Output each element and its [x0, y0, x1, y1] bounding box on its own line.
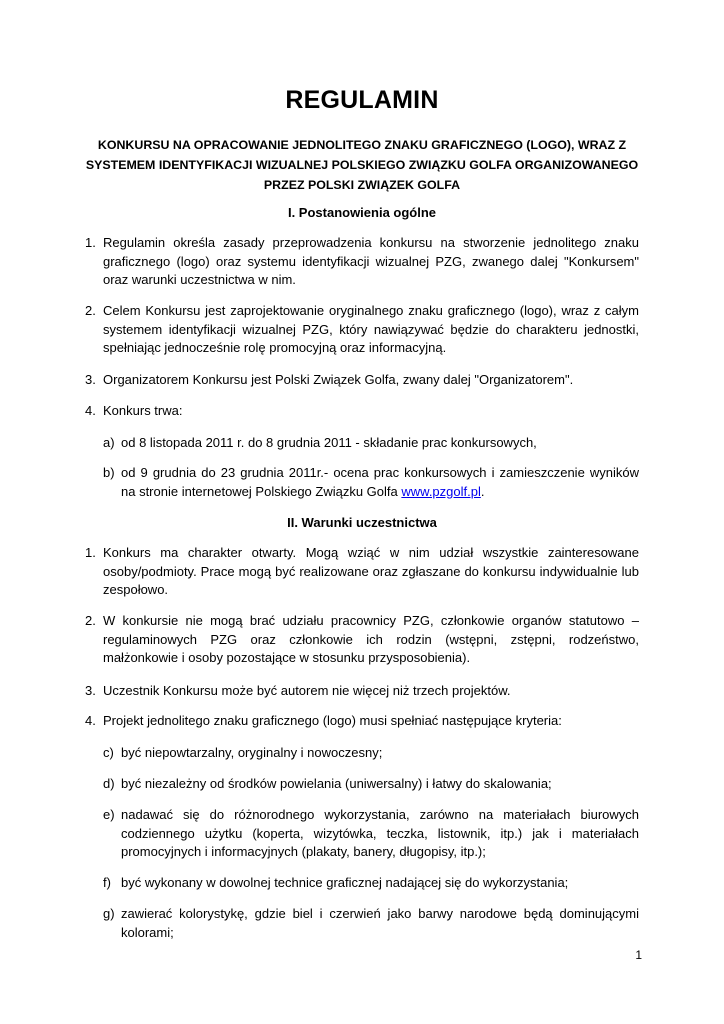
- list-text: W konkursie nie mogą brać udziału pracownicy PZG, członkowie organów statutowo – regulaminowych PZG oraz członkowie ich rodzin (wstępni, zstępni, rodzeństwo, małżonkowie i osoby pozostające w stosunku przysposobienia).: [103, 613, 639, 665]
- sub-list-text-end: .: [480, 483, 485, 499]
- sub-list-text: być niepowtarzalny, oryginalny i nowoczesny;: [121, 745, 383, 760]
- list-number: 3.: [85, 683, 96, 698]
- list-text: Celem Konkursu jest zaprojektowanie oryginalnego znaku graficznego (logo), wraz z całym systemem identyfikacji wizualnej PZG, który nawiązywać będzie do charakteru jednostki, spełniając jednocześnie rolę promocyjną oraz informacyjną.: [103, 303, 639, 355]
- list-number: 4.: [85, 403, 96, 418]
- list-text: Konkurs trwa:: [103, 403, 183, 418]
- list-number: 1.: [85, 545, 96, 560]
- list-number: 1.: [85, 235, 96, 250]
- sub-list-text: od 8 listopada 2011 r. do 8 grudnia 2011 - składanie prac konkursowych,: [121, 435, 537, 450]
- pzgolf-link[interactable]: www.pzgolf.pl: [401, 483, 481, 499]
- document-title: REGULAMIN: [285, 86, 439, 114]
- list-text: Uczestnik Konkursu może być autorem nie więcej niż trzech projektów.: [103, 683, 511, 698]
- document-subtitle: KONKURSU NA OPRACOWANIE JEDNOLITEGO ZNAKU GRAFICZNEGO (LOGO), WRAZ Z SYSTEMEM IDENTYFIKACJI WIZUALNEJ POLSKIEGO ZWIĄZKU GOLFA ORGANIZOWANEGO PRZEZ POLSKI ZWIĄZEK GOLFA: [85, 138, 639, 192]
- list-number: 2.: [85, 303, 96, 318]
- sub-list-letter: e): [103, 807, 115, 822]
- list-text: Regulamin określa zasady przeprowadzenia konkursu na stworzenie jednolitego znaku graficznego (logo) oraz systemu identyfikacji wizualnej PZG, zwanego dalej "Konkursem" oraz warunki uczestnictwa w nim.: [103, 235, 639, 287]
- sub-list-letter: g): [103, 906, 115, 921]
- sub-list-letter: a): [103, 435, 115, 450]
- sub-list-text: nadawać się do różnorodnego wykorzystania, zarówno na materiałach biurowych codziennego użytku (koperta, wizytówka, teczka, listownik, itp.) jak i materiałach promocyjnych i informacyjnych (plakaty, banery, długopisy, itp.);: [121, 807, 639, 859]
- sub-list-letter: f): [103, 875, 111, 890]
- sub-list-letter: d): [103, 776, 115, 791]
- list-number: 2.: [85, 613, 96, 628]
- list-text: Konkurs ma charakter otwarty. Mogą wziąć w nim udział wszystkie zainteresowane osoby/podmioty. Prace mogą być realizowane oraz zgłaszane do konkursu indywidualnie lub zespołowo.: [103, 545, 639, 597]
- section-heading-general: I. Postanowienia ogólne: [287, 205, 437, 220]
- list-number: 3.: [85, 372, 96, 387]
- sub-list-text-body: od 9 grudnia do 23 grudnia 2011r.- ocena prac konkursowych i zamieszczenie wyników na stronie internetowej Polskiego Związku Golfa: [121, 465, 639, 499]
- list-number: 4.: [85, 713, 96, 728]
- list-text: Projekt jednolitego znaku graficznego (logo) musi spełniać następujące kryteria:: [103, 713, 562, 728]
- sub-list-text: zawierać kolorystykę, gdzie biel i czerwień jako barwy narodowe będą dominującymi kolorami;: [121, 906, 639, 940]
- sub-list-letter: c): [103, 745, 114, 760]
- page-number: 1: [635, 948, 642, 962]
- sub-list-text: [121, 464, 639, 501]
- sub-list-letter: b): [103, 465, 115, 480]
- sub-list-text: być niezależny od środków powielania (uniwersalny) i łatwy do skalowania;: [121, 776, 552, 791]
- section-heading-participation: II. Warunki uczestnictwa: [287, 515, 437, 530]
- sub-list-text: być wykonany w dowolnej technice graficznej nadającej się do wykorzystania;: [121, 875, 569, 890]
- list-text: Organizatorem Konkursu jest Polski Związek Golfa, zwany dalej "Organizatorem".: [103, 372, 574, 387]
